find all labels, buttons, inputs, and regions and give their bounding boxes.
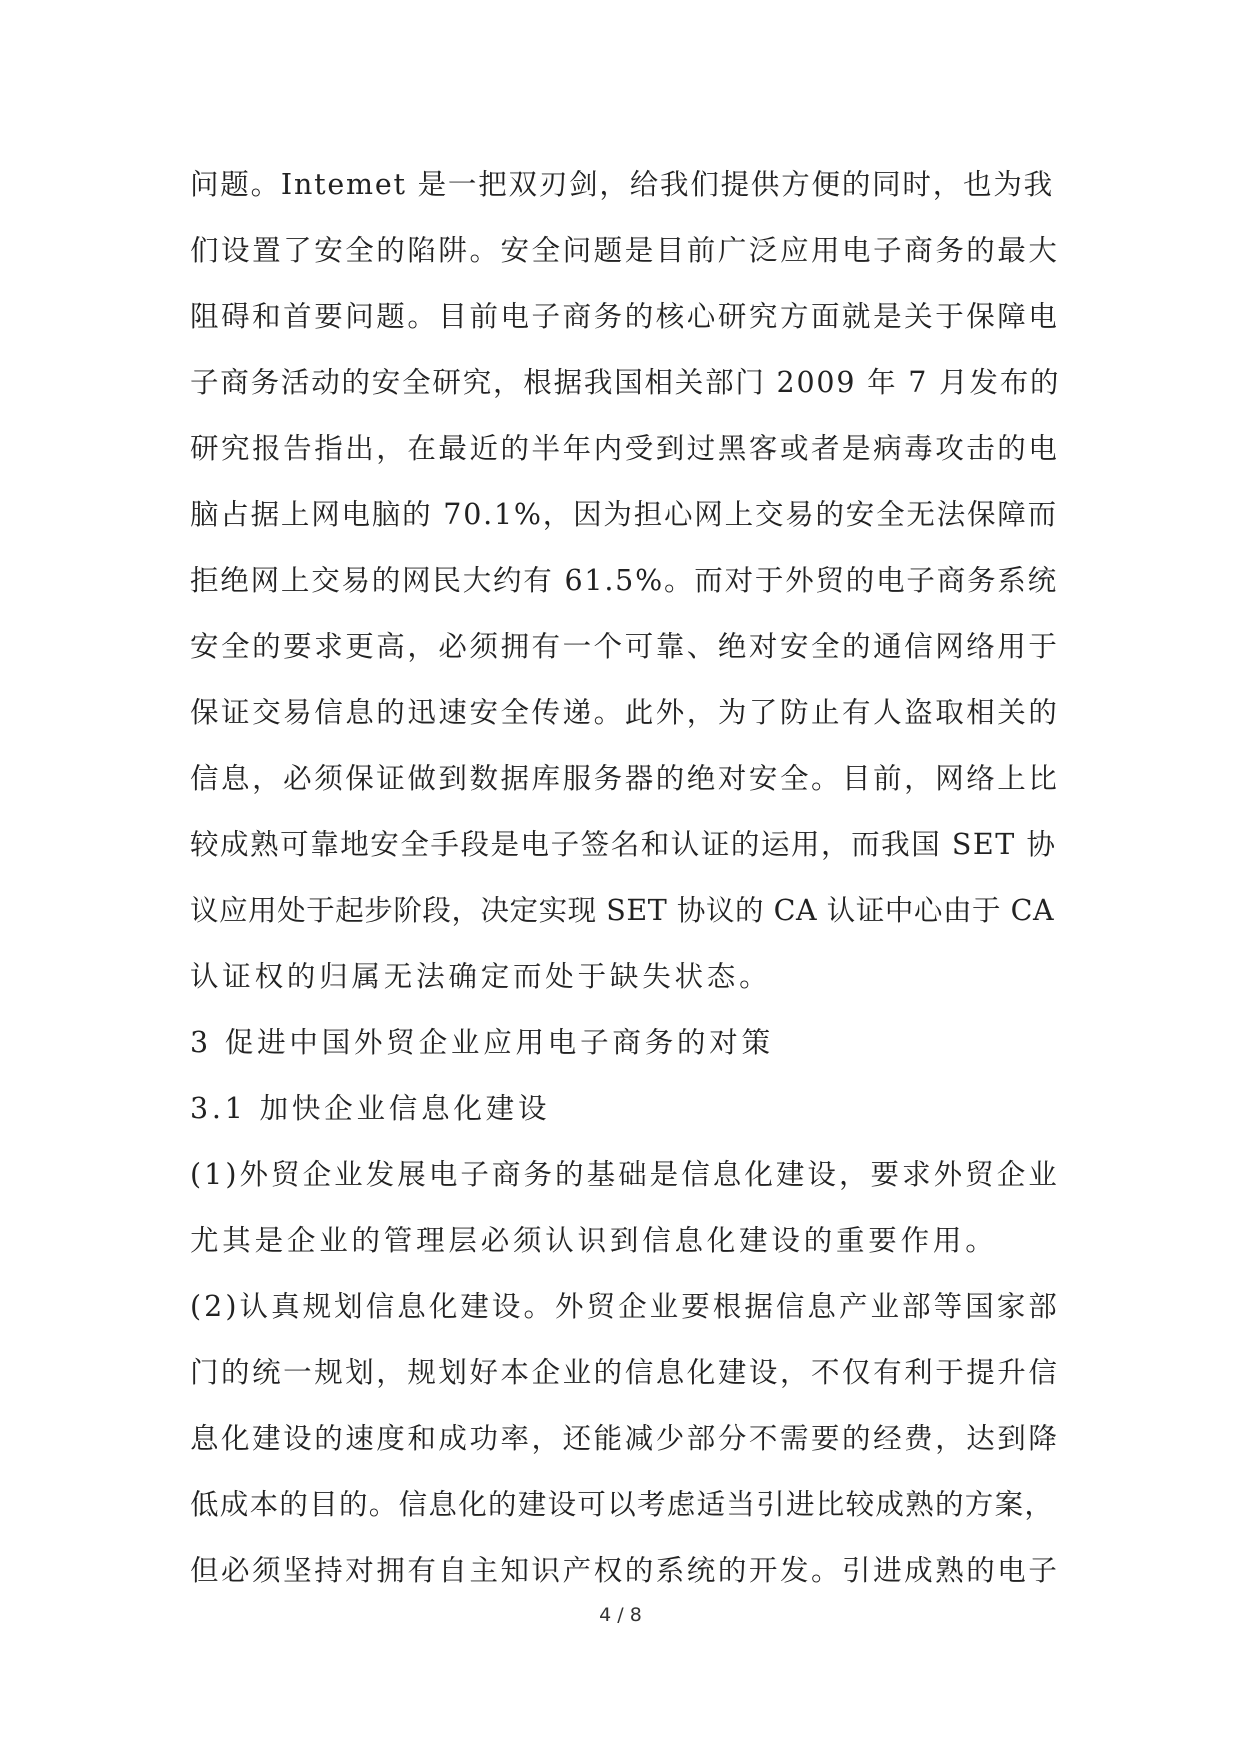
body-text — [190, 160, 1060, 1612]
text-line: 但必须坚持对拥有自主知识产权的系统的开发。引进成熟的电子 — [190, 1554, 1060, 1587]
text-line: 保证交易信息的迅速安全传递。此外，为了防止有人盗取相关的 — [190, 696, 1060, 729]
text-line: 脑占据上网电脑的 70.1%，因为担心网上交易的安全无法保障而 — [190, 498, 1058, 531]
text-line: 拒绝网上交易的网民大约有 61.5%。而对于外贸的电子商务系统 — [190, 564, 1058, 597]
text-line: 尤其是企业的管理层必须认识到信息化建设的重要作用。 — [190, 1224, 998, 1257]
section-heading: 3 促进中国外贸企业应用电子商务的对策 — [190, 1026, 774, 1059]
subsection-heading: 3.1 加快企业信息化建设 — [190, 1092, 551, 1125]
text-line: 较成熟可靠地安全手段是电子签名和认证的运用，而我国 SET 协 — [190, 828, 1057, 861]
text-line: (2)认真规划信息化建设。外贸企业要根据信息产业部等国家部 — [190, 1290, 1060, 1323]
text-line: 认证权的归属无法确定而处于缺失状态。 — [190, 960, 772, 993]
text-line: 信息，必须保证做到数据库服务器的绝对安全。目前，网络上比 — [190, 762, 1060, 795]
text-line: 阻碍和首要问题。目前电子商务的核心研究方面就是关于保障电 — [190, 300, 1060, 333]
text-line: 安全的要求更高，必须拥有一个可靠、绝对安全的通信网络用于 — [190, 630, 1060, 663]
text-line: 研究报告指出，在最近的半年内受到过黑客或者是病毒攻击的电 — [190, 432, 1060, 465]
text-line: 问题。Intemet 是一把双刃剑，给我们提供方便的同时，也为我 — [190, 168, 1054, 201]
page-number: 4 / 8 — [599, 1604, 642, 1626]
text-line: 门的统一规划，规划好本企业的信息化建设，不仅有利于提升信 — [190, 1356, 1060, 1389]
text-line: 低成本的目的。信息化的建设可以考虑适当引进比较成熟的方案， — [190, 1488, 1055, 1521]
text-line: 议应用处于起步阶段，决定实现 SET 协议的 CA 认证中心由于 CA — [190, 894, 1055, 927]
text-line: 子商务活动的安全研究，根据我国相关部门 2009 年 7 月发布的 — [190, 366, 1061, 399]
text-line: 们设置了安全的陷阱。安全问题是目前广泛应用电子商务的最大 — [190, 234, 1060, 267]
text-line: 息化建设的速度和成功率，还能减少部分不需要的经费，达到降 — [190, 1422, 1060, 1455]
text-line: (1)外贸企业发展电子商务的基础是信息化建设，要求外贸企业 — [190, 1158, 1060, 1191]
